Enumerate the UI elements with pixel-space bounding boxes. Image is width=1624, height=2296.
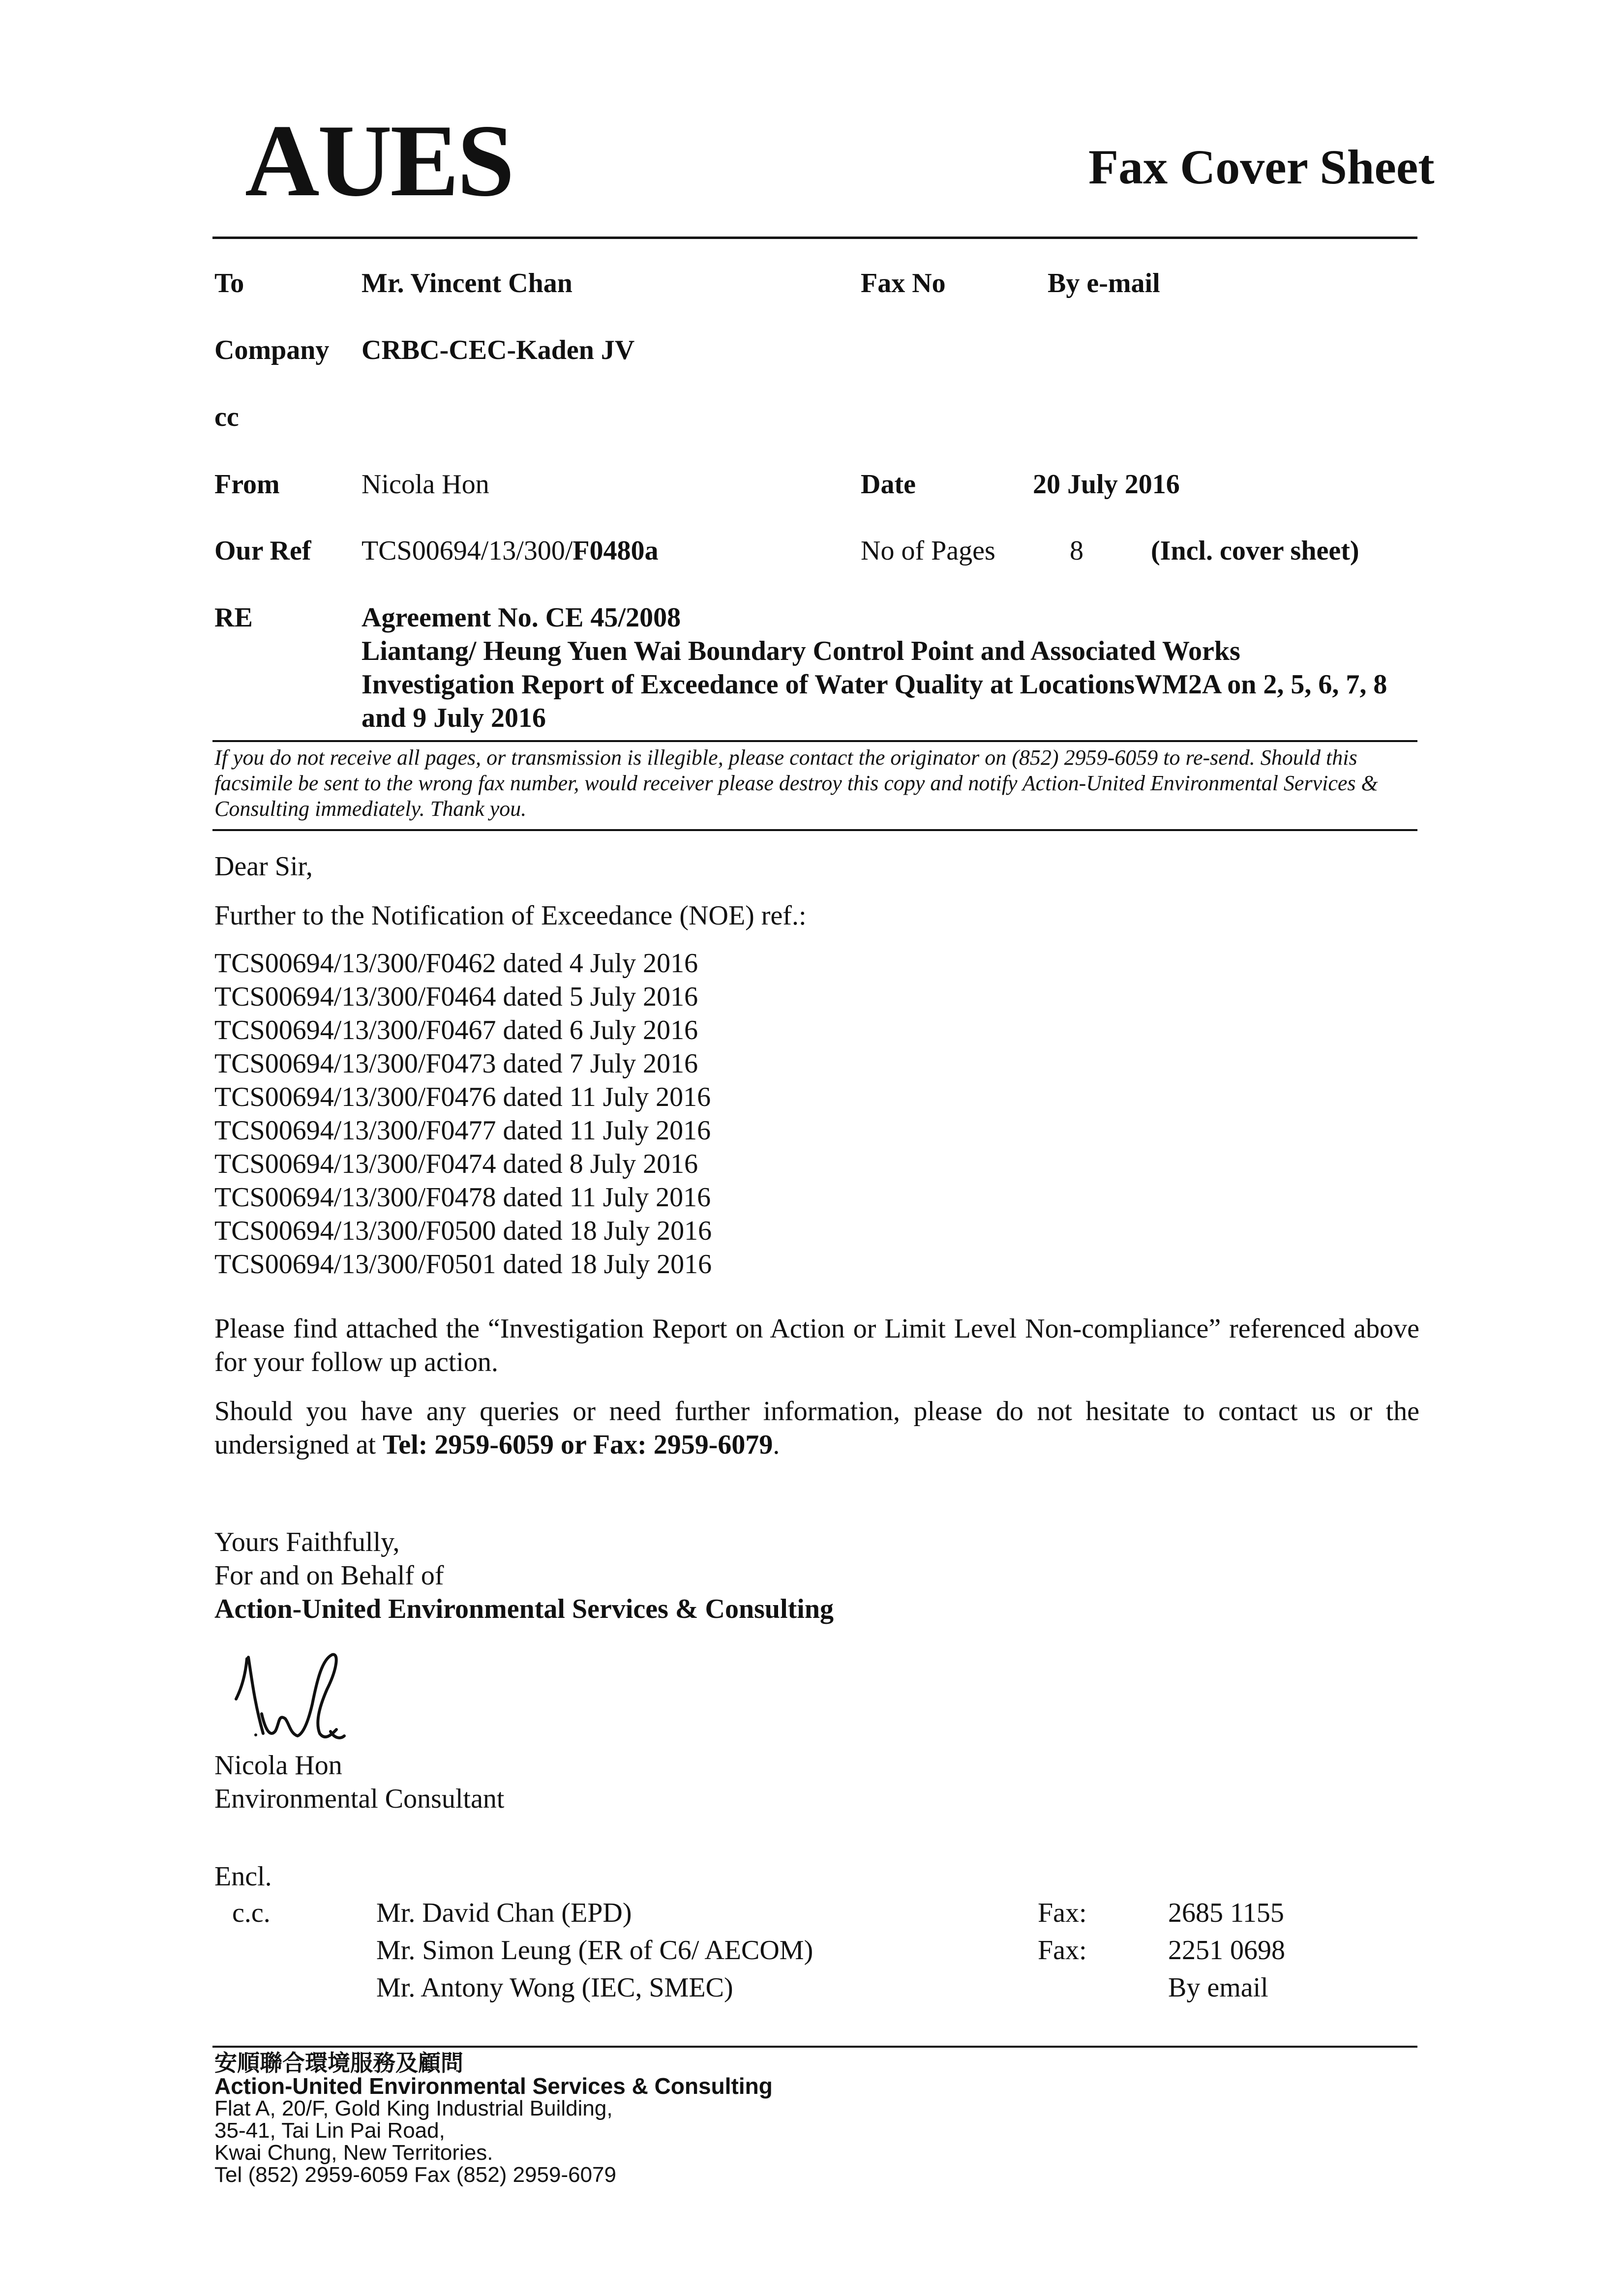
- list-item: TCS00694/13/300/F0462 dated 4 July 2016: [214, 948, 698, 979]
- footer-contact: Tel (852) 2959-6059 Fax (852) 2959-6079: [214, 2163, 616, 2187]
- to-value: Mr. Vincent Chan: [361, 268, 572, 298]
- list-item: TCS00694/13/300/F0473 dated 7 July 2016: [214, 1048, 698, 1079]
- pages-label: No of Pages: [861, 536, 995, 566]
- cc-fax-label: Fax:: [1038, 1898, 1087, 1928]
- re-line-agreement: Agreement No. CE 45/2008: [361, 602, 681, 633]
- contact-paragraph: [214, 1395, 1419, 1461]
- fax-disclaimer: If you do not receive all pages, or transmission is illegible, please contact the originator on (852) 2959-6059 to re-send. Should this facsimile be sent to the wrong fax number, would receiver please destroy this copy and notify Action-United Environmental Services & Consulting immediately. Thank you.: [214, 745, 1378, 821]
- footer-divider: [212, 2046, 1417, 2048]
- ourref-label: Our Ref: [214, 536, 311, 566]
- ourref-prefix: TCS00694/13/300/: [361, 536, 573, 566]
- list-item: TCS00694/13/300/F0477 dated 11 July 2016: [214, 1115, 711, 1146]
- disclaimer-divider: [212, 829, 1417, 831]
- cc-recipient: Mr. David Chan (EPD): [376, 1898, 632, 1928]
- contact-numbers: Tel: 2959-6059 or Fax: 2959-6079: [383, 1430, 773, 1460]
- pages-value: 8: [1070, 536, 1083, 566]
- cc-list-label: c.c.: [232, 1898, 271, 1928]
- footer-chinese-name: 安順聯合環境服務及顧問: [214, 2050, 463, 2076]
- cc-label: cc: [214, 402, 239, 432]
- cc-recipient: Mr. Antony Wong (IEC, SMEC): [376, 1972, 733, 2003]
- fax-value: By e-mail: [1048, 268, 1160, 298]
- pages-note: (Incl. cover sheet): [1151, 536, 1359, 566]
- cc-recipient: Mr. Simon Leung (ER of C6/ AECOM): [376, 1935, 813, 1966]
- footer-address-line: Kwai Chung, New Territories.: [214, 2141, 493, 2165]
- list-item: TCS00694/13/300/F0478 dated 11 July 2016: [214, 1182, 711, 1213]
- list-item: TCS00694/13/300/F0467 dated 6 July 2016: [214, 1015, 698, 1045]
- date-value: 20 July 2016: [1033, 469, 1180, 500]
- cc-fax-number: By email: [1168, 1972, 1268, 2003]
- fax-label: Fax No: [861, 268, 946, 298]
- list-item: TCS00694/13/300/F0474 dated 8 July 2016: [214, 1149, 698, 1179]
- closing-company: Action-United Environmental Services & Consulting: [214, 1594, 834, 1624]
- encl-label: Encl.: [214, 1861, 272, 1892]
- salutation: Dear Sir,: [214, 851, 313, 882]
- noe-reference-list: [214, 947, 712, 1281]
- cc-fax-number: 2685 1155: [1168, 1898, 1284, 1928]
- signer-name: Nicola Hon: [214, 1750, 342, 1781]
- contact-period: .: [773, 1430, 780, 1460]
- footer-address: [214, 2075, 773, 2186]
- from-value: Nicola Hon: [361, 469, 489, 500]
- re-line-report: Investigation Report of Exceedance of Water Quality at LocationsWM2A on 2, 5, 6, 7, 8 and 9 July 2016: [361, 669, 1387, 733]
- noe-intro: Further to the Notification of Exceedance (NOE) ref.:: [214, 900, 807, 931]
- page-title: Fax Cover Sheet: [1088, 140, 1435, 194]
- subject-divider: [212, 740, 1417, 742]
- list-item: TCS00694/13/300/F0500 dated 18 July 2016: [214, 1216, 712, 1246]
- from-label: From: [214, 469, 280, 500]
- company-label: Company: [214, 335, 330, 365]
- signer-title: Environmental Consultant: [214, 1784, 505, 1814]
- re-label: RE: [214, 602, 253, 633]
- contact-text: Should you have any queries or need further information, please do not hesitate to contact us or the undersigned at: [214, 1396, 1419, 1460]
- re-subject: [361, 601, 1419, 735]
- list-item: TCS00694/13/300/F0501 dated 18 July 2016: [214, 1249, 712, 1280]
- attachment-paragraph: Please find attached the “Investigation Report on Action or Limit Level Non-compliance” referenced above for your follow up action.: [214, 1313, 1419, 1377]
- company-logo: AUES: [245, 104, 513, 218]
- date-label: Date: [861, 469, 916, 500]
- closing-yours: Yours Faithfully,: [214, 1527, 400, 1557]
- company-value: CRBC-CEC-Kaden JV: [361, 335, 635, 365]
- closing-behalf: For and on Behalf of: [214, 1560, 444, 1591]
- cc-fax-label: Fax:: [1038, 1935, 1087, 1966]
- ourref-code: F0480a: [572, 536, 659, 566]
- footer-address-line: 35-41, Tai Lin Pai Road,: [214, 2118, 445, 2143]
- list-item: TCS00694/13/300/F0464 dated 5 July 2016: [214, 982, 698, 1012]
- ourref-value: [361, 537, 659, 565]
- handwritten-signature: [216, 1635, 423, 1748]
- list-item: TCS00694/13/300/F0476 dated 11 July 2016: [214, 1082, 711, 1112]
- footer-company: Action-United Environmental Services & Consulting: [214, 2073, 773, 2099]
- header-divider: [212, 237, 1417, 239]
- re-line-project: Liantang/ Heung Yuen Wai Boundary Control Point and Associated Works: [361, 636, 1240, 666]
- to-label: To: [214, 268, 244, 298]
- footer-address-line: Flat A, 20/F, Gold King Industrial Building,: [214, 2096, 613, 2120]
- cc-fax-number: 2251 0698: [1168, 1935, 1285, 1966]
